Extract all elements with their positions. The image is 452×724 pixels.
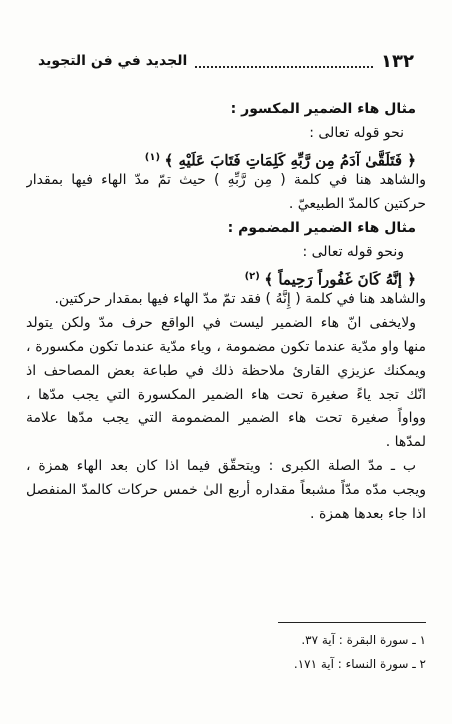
text-line: ويمكنك عزيزي القارئ ملاحظة ذلك في طباعة بعض المصاحف اذ (26, 362, 426, 379)
text-line: ونحو قوله تعالى : (302, 243, 404, 260)
verse-text: ﴿ إِنَّهُ كَانَ غَفُوراً رَحِيماً ﴾ (264, 270, 416, 289)
text-line: منها واو مدّية عندما تكون مضمومة ، وياء مدّية عندما تكون مكسورة ، (26, 338, 426, 355)
header-dotted-leader (195, 54, 373, 68)
footnote-2: ٢ ـ سورة النساء : آية ١٧١. (293, 657, 426, 671)
footnote-separator (278, 622, 426, 623)
text-line: ب ـ مدّ الصلة الكبرى : ويتحقّق فيما اذا كان بعد الهاء همزة ، (26, 457, 416, 474)
footnote-1: ١ ـ سورة البقرة : آية ٣٧. (301, 633, 426, 647)
text-line: ولايخفى انّ هاء الضمير ليست في الواقع حرف مدّ ولكن يتولد (26, 315, 416, 332)
text-line: نحو قوله تعالى : (309, 124, 404, 141)
text-line: انّك تجد ياءً صغيرة تحت هاء الضمير المكسورة التي يجب مدّها ، (26, 386, 426, 403)
page-body (26, 98, 426, 526)
heading-kasra-example: مثال هاء الضمير المكسور : (230, 101, 416, 117)
footnotes (26, 628, 426, 676)
text-line: والشاهد هنا في كلمة ( إِنَّهُ ) فقد تمّ مدّ الهاء فيها بمقدار حركتين. (54, 291, 426, 308)
quran-verse-2 (26, 265, 426, 289)
text-line: والشاهد هنا في كلمة ( مِن رَّبِّهِ ) حيث تمّ مدّ الهاء فيها بمقدار (26, 172, 426, 189)
text-line: حركتين كالمدّ الطبيعيّ . (288, 196, 426, 213)
text-line: اذا جاء بعدها همزة . (310, 505, 426, 522)
quran-verse-1 (26, 146, 426, 170)
heading-damma-example: مثال هاء الضمير المضموم : (227, 219, 416, 236)
text-line: وواواً صغيرة تحت هاء الضمير المضمومة التي يجب مدّها علامة (26, 410, 426, 427)
text-line: ويجب مدّه مدّاً مشبعاً مقداره أربع الىٰ خمس حركات كالمدّ المنفصل (26, 481, 426, 498)
book-title: الجديد في فن التجويد (38, 53, 188, 69)
page-number: ١٣٢ (381, 50, 414, 72)
footnote-ref-1: (١) (144, 151, 161, 163)
text-line: لمدّها . (385, 434, 426, 451)
footnote-ref-2: (٢) (244, 270, 260, 282)
verse-text: ﴿ فَتَلَقَّىٰ آدَمُ مِن رَّبِّهِ كَلِمَاتٍ فَتَابَ عَلَيْهِ ﴾ (164, 151, 416, 170)
page-header (38, 48, 414, 74)
